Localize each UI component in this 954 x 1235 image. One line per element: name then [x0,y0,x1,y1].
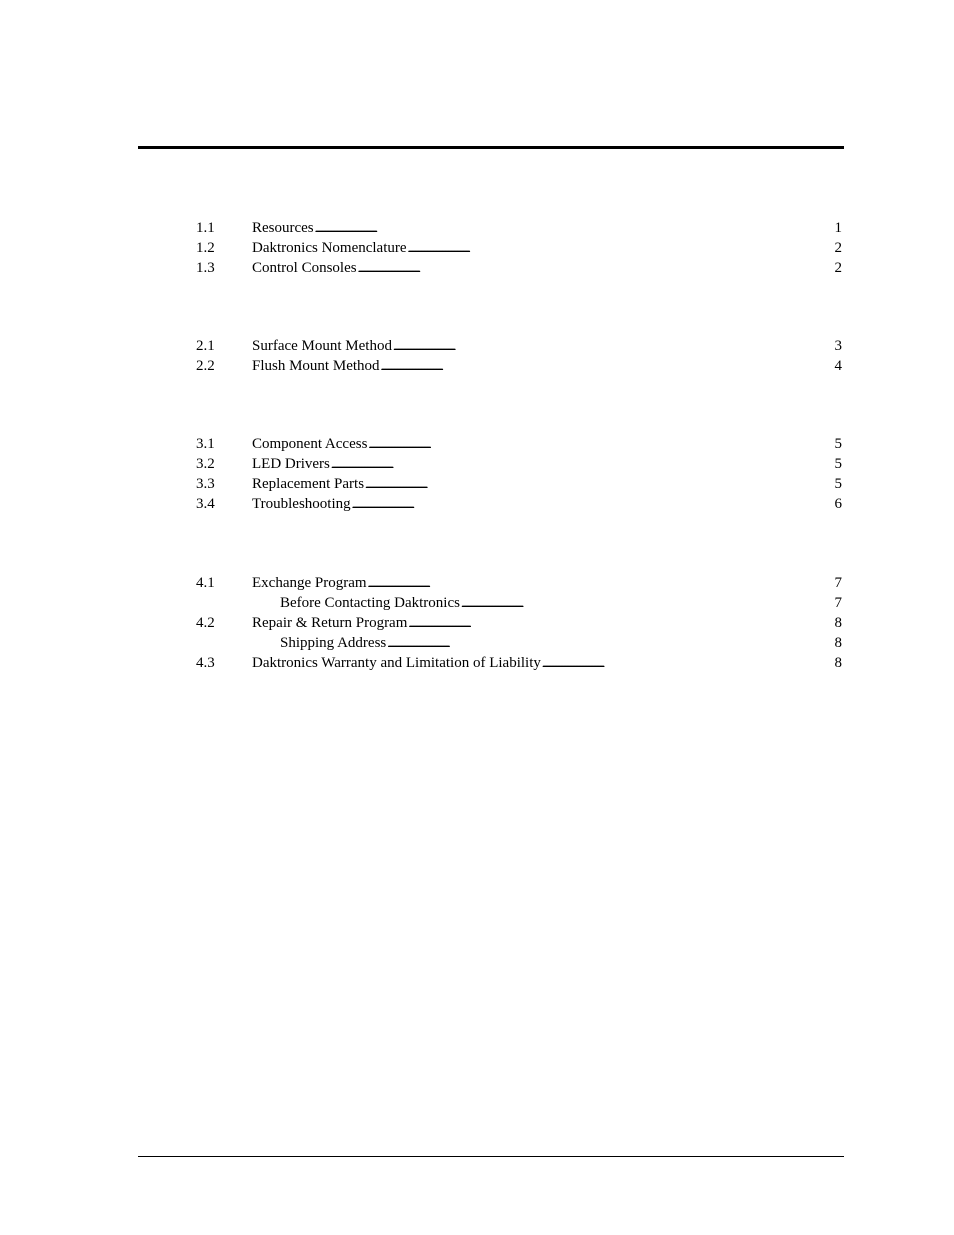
toc-entry [252,573,842,594]
dot-leader [408,613,833,634]
dot-leader [365,474,833,495]
toc-page-number: 7 [834,595,842,611]
dot-leader [393,336,834,357]
toc-page-number: 8 [834,655,842,671]
toc-title: Daktronics Warranty and Limitation of Liability [252,655,541,671]
toc-title: Exchange Program [252,575,367,591]
dot-leader [358,258,834,279]
dot-leader [381,356,834,377]
toc-number: 3.1 [196,436,215,452]
toc-title: Before Contacting Daktronics [280,595,460,611]
dot-leader [368,573,834,594]
toc-subrow[interactable] [196,593,842,613]
toc-row[interactable] [196,218,842,238]
toc-subentry [280,593,842,614]
toc-page-number: 8 [834,615,842,631]
toc-entry [252,454,842,475]
toc-title: Surface Mount Method [252,338,392,354]
toc-row[interactable] [196,613,842,633]
toc-section-1 [196,218,842,278]
dot-leader [368,434,833,455]
toc-row[interactable] [196,573,842,593]
toc-page-number: 5 [834,436,842,452]
toc-row[interactable] [196,494,842,514]
toc-page-number: 2 [834,240,842,256]
toc-page-number: 2 [834,260,842,276]
toc-title: Resources [252,220,314,236]
toc-page-number: 6 [834,496,842,512]
toc-subrow[interactable] [196,633,842,653]
toc-entry [252,494,842,515]
dot-leader [331,454,834,475]
dot-leader [542,653,834,674]
toc-number: 2.1 [196,338,215,354]
toc-title: Daktronics Nomenclature [252,240,407,256]
toc-row[interactable] [196,653,842,673]
toc-title: Flush Mount Method [252,358,380,374]
toc-number: 4.3 [196,655,215,671]
toc-row[interactable] [196,336,842,356]
toc-number: 3.3 [196,476,215,492]
toc-page-number: 5 [834,476,842,492]
toc-number: 3.4 [196,496,215,512]
toc-row[interactable] [196,258,842,278]
dot-leader [408,238,834,259]
toc-row[interactable] [196,474,842,494]
toc-entry [252,613,842,634]
toc-page-number: 4 [834,358,842,374]
toc-entry [252,336,842,357]
toc-title: Repair & Return Program [252,615,408,631]
toc-section-4 [196,573,842,673]
toc-entry [252,238,842,259]
toc-number: 1.3 [196,260,215,276]
toc-title: Component Access [252,436,368,452]
footer-rule [138,1156,844,1157]
dot-leader [387,633,833,654]
dot-leader [315,218,834,239]
header-rule [138,146,844,149]
toc-number: 4.2 [196,615,215,631]
toc-row[interactable] [196,434,842,454]
dot-leader [352,494,834,515]
toc-title: Replacement Parts [252,476,365,492]
toc-section-2 [196,336,842,376]
toc-entry [252,258,842,279]
toc-entry [252,474,842,495]
toc-page-number: 1 [834,220,842,236]
toc-title: Control Consoles [252,260,357,276]
toc-entry [252,434,842,455]
toc-title: Troubleshooting [252,496,351,512]
toc-subentry [280,633,842,654]
toc-entry [252,218,842,239]
dot-leader [461,593,834,614]
toc-title: Shipping Address [280,635,387,651]
toc-page-number: 3 [834,338,842,354]
toc-row[interactable] [196,454,842,474]
toc-section-3 [196,434,842,514]
toc-number: 3.2 [196,456,215,472]
toc-number: 2.2 [196,358,215,374]
toc-title: LED Drivers [252,456,330,472]
toc-entry [252,356,842,377]
toc-number: 1.1 [196,220,215,236]
toc-number: 4.1 [196,575,215,591]
toc-row[interactable] [196,238,842,258]
toc-number: 1.2 [196,240,215,256]
toc-row[interactable] [196,356,842,376]
toc-page-number: 8 [834,635,842,651]
toc-entry [252,653,842,674]
toc-page-number: 7 [834,575,842,591]
toc-page-number: 5 [834,456,842,472]
